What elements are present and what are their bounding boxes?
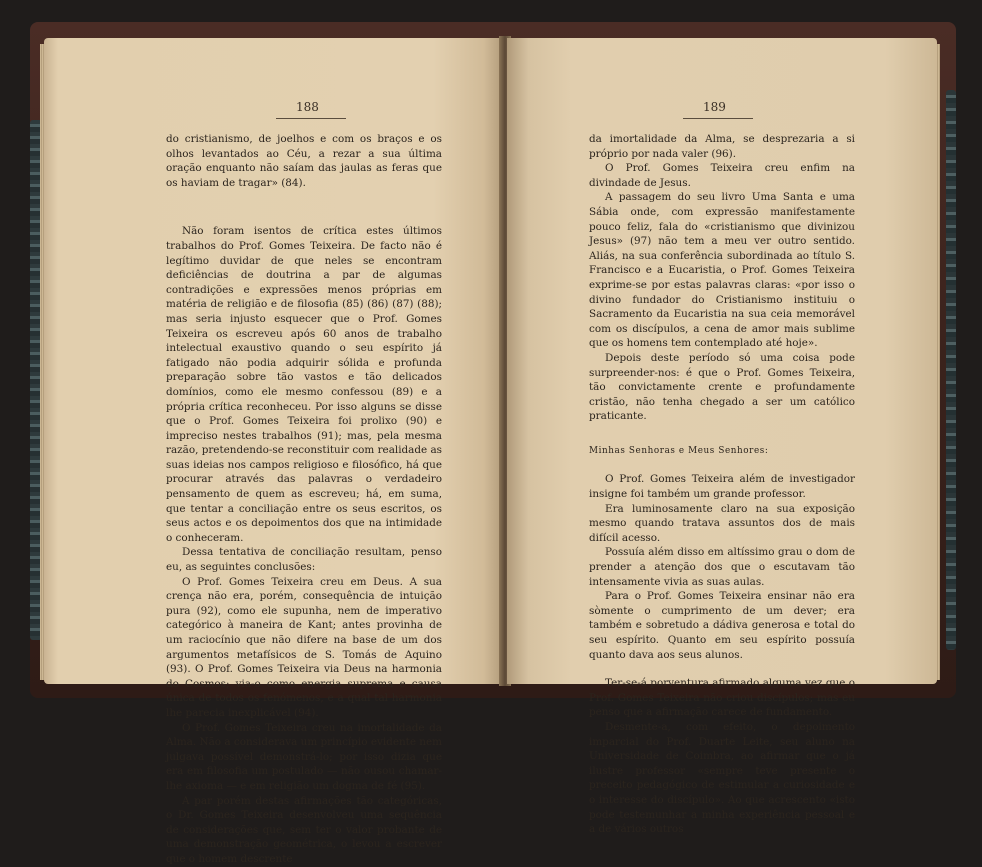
left-page-body — [166, 132, 442, 867]
paragraph: O Prof. Gomes Teixeira creu em Deus. A sua crença não era, porém, consequência de intuição pura (92), como ele supunha, nem de imperativo categórico à maneira de Kant; antes provinha de um raciocínio que não difere na base de um dos argumentos metafísicos de S. Tomás de Aquino (93). O Prof. Gomes Teixeira via Deus na harmonia do Cosmos; via-o como energia suprema e causa única de todos os fenómenos, e a qual tal harmonia lhe parecia inexplicável (94). — [166, 575, 442, 719]
paragraph: Possuía além disso em altíssimo grau o dom de prender a atenção dos que o escutavam tão intensamente vivia as suas aulas. — [589, 546, 855, 588]
header-rule-left — [276, 118, 346, 119]
paragraph: Para o Prof. Gomes Teixeira ensinar não era sòmente o cumprimento de um dever; era também e sobretudo a dádiva generosa e total do seu espírito. Quanto em seu espírito possuía quanto dava aos seus alunos. — [589, 590, 855, 661]
paragraph: A par porém destas afirmações tão categóricas, o Dr. Gomes Teixeira desenvolveu uma sequência de considerações que, sem ter o valor probante de uma demonstração geométrica, o levou a escrever que o homem descrente — [166, 794, 442, 865]
paragraph: Desmente-a, com efeito, o depoimento imparcial do Prof. Duarte Leite, seu aluno na Universidade de Coimbra, ao afirmar que o já ilustre professor «sempre teve presente o preceito pedagógico de estimular a curiosidade e o interesse do discípulo». Ao que acrescento «isto pode testemunhar a minha experiência pessoal e a de vários outros — [589, 720, 855, 836]
paragraph: Não foram isentos de crítica estes últimos trabalhos do Prof. Gomes Teixeira. De facto não é legítimo duvidar de que neles se encontram deficiências de doutrina a par de algumas contradições e expressões menos próprias em matéria de religião e de filosofia (85) (86) (87) (88); mas seria injusto esquecer que o Prof. Gomes Teixeira os escreveu após 60 anos de trabalho intelectual exaustivo quando o seu espírito já fatigado não podia adquirir sólida e profunda preparação sobre tão vastos e tão delicados domínios, como ele mesmo confessou (89) e a própria crítica reconheceu. Por isso alguns se disse que o Prof. Gomes Teixeira foi prolixo (90) e impreciso nestes trabalhos (91); mas, pela mesma razão, pretendendo-se reconstituir com realidade as suas ideias nos campos religioso e filosófico, há que procurar através das palavras o verdadeiro pensamento de quem as escreveu; há, em suma, que tentar a conciliação entre os seus escritos, os seus actos e os depoimentos dos que na intimidade o conheceram. — [166, 225, 443, 544]
paragraph: O Prof. Gomes Teixeira creu na imortalidade da Alma. Não a considerava um princípio evidente nem julgava possível demonstrá-lo; por isso dizia que era em filosofia um postulado — não ousou chamar-lhe axioma — e em religião um dogma de fé (95). — [166, 721, 442, 792]
paragraph: Depois deste período só uma coisa pode surpreender-nos: é que o Prof. Gomes Teixeira, tão convictamente crente e profundamente cristão, não tenha chegado a ser um católico praticante. — [589, 351, 855, 423]
paragraph: da imortalidade da Alma, se desprezaria a si próprio por nada valer (96). — [589, 133, 855, 160]
paragraph: O Prof. Gomes Teixeira creu enfim na divindade de Jesus. — [589, 162, 855, 189]
paragraph: Era luminosamente claro na sua exposição mesmo quando tratava assuntos dos de mais difícil acesso. — [589, 502, 855, 544]
left-page — [44, 38, 502, 865]
paragraph: do cristianismo, de joelhos e com os braços e os olhos levantados ao Céu, a rezar a sua última oração enquanto não saíam das jaulas as feras que os haviam de tragar» (84). — [166, 133, 442, 189]
paragraph: Dessa tentativa de conciliação resultam, penso eu, as seguintes conclusões: — [166, 546, 442, 574]
cover-marbled-edge-right — [946, 90, 956, 650]
page-number-right: 189 — [703, 100, 726, 114]
paragraph: O Prof. Gomes Teixeira além de investigador insigne foi também um grande professor. — [589, 473, 855, 501]
paragraph: Ter-se-á porventura afirmado alguma vez que o Prof. Gomes Teixeira não criou discípulos; mas eu penso que a afirmação carece de fundamento. — [589, 677, 855, 719]
section-salutation: Minhas Senhoras e Meus Senhores: — [589, 445, 769, 456]
right-page-body — [589, 132, 855, 837]
page-number-left: 188 — [296, 100, 319, 114]
paragraph: A passagem do seu livro Uma Santa e uma Sábia onde, com expressão manifestamente pouco feliz, fala do «cristianismo que divinizou Jesus» (97) não tem a meu ver outro sentido. Aliás, na sua conferência subordinada ao título S. Francisco e a Eucaristia, o Prof. Gomes Teixeira exprime-se por estas palavras claras: «por isso o divino fundador do Cristianismo instituiu o Sacramento da Eucaristia na sua ceia memorável com os discípulos, a cena de amor mais sublime que os homens tem contemplado até hoje». — [589, 191, 855, 350]
header-rule-right — [683, 118, 753, 119]
right-page — [507, 38, 937, 836]
